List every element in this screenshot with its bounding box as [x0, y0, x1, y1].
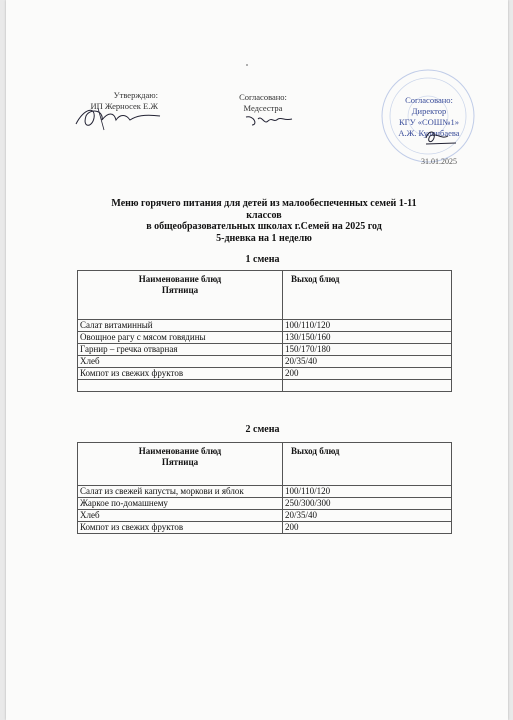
dish-cell — [78, 380, 283, 392]
yield-cell: 20/35/40 — [283, 510, 452, 522]
yield-cell: 150/170/180 — [283, 344, 452, 356]
dish-header-label: Наименование блюд — [138, 274, 222, 284]
scan-dot — [246, 64, 248, 66]
table-header-row — [78, 271, 452, 320]
yield-cell: 200 — [283, 368, 452, 380]
approval-left-name: ИП Жерносек Е.Ж — [90, 101, 158, 111]
approval-left-heading: Утверждаю: — [113, 90, 158, 100]
dish-column-header — [78, 443, 283, 486]
table-row-empty — [78, 380, 452, 392]
approval-block-middle — [220, 92, 306, 114]
document-page — [6, 0, 508, 720]
day-header-label: Пятница — [161, 457, 199, 467]
yield-cell: 100/110/120 — [283, 320, 452, 332]
table-row — [78, 320, 452, 332]
dish-cell: Жаркое по-домашнему — [78, 498, 283, 510]
yield-cell: 250/300/300 — [283, 498, 452, 510]
dish-cell: Хлеб — [78, 356, 283, 368]
dish-header-label: Наименование блюд — [138, 446, 222, 456]
yield-cell — [283, 380, 452, 392]
signature-middle-icon — [244, 113, 294, 129]
table-row — [78, 332, 452, 344]
day-header-label: Пятница — [161, 285, 199, 295]
yield-cell: 200 — [283, 522, 452, 534]
title-line-1: Меню горячего питания для детей из малообеспеченных семей 1-11 — [111, 198, 417, 209]
table-row — [78, 510, 452, 522]
signature-left-icon — [74, 104, 162, 132]
approval-right-heading: Согласовано: — [405, 95, 453, 105]
approval-middle-title: Медсестра — [243, 103, 283, 113]
table-row — [78, 356, 452, 368]
shift-2-title: 2 смена — [245, 424, 280, 435]
menu-title — [78, 198, 450, 244]
shift-1-menu-table — [77, 270, 452, 392]
table-row — [78, 344, 452, 356]
title-line-4: 5-дневка на 1 неделю — [216, 232, 312, 244]
table-row — [78, 498, 452, 510]
yield-column-header: Выход блюд — [283, 271, 452, 320]
dish-cell: Салат из свежей капусты, моркови и яблок — [78, 486, 283, 498]
yield-cell: 100/110/120 — [283, 486, 452, 498]
yield-column-header: Выход блюд — [283, 443, 452, 486]
approval-right-title: Директор — [411, 106, 447, 116]
title-line-3: в общеобразовательных школах г.Семей на 2025 год — [146, 221, 382, 232]
dish-cell: Салат витаминный — [78, 320, 283, 332]
dish-column-header — [78, 271, 283, 320]
dish-cell: Овощное рагу с мясом говядины — [78, 332, 283, 344]
table-row — [78, 522, 452, 534]
approval-right-name: А.Ж. Куленбаева — [398, 128, 460, 138]
approval-middle-heading: Согласовано: — [239, 92, 287, 102]
approval-right-school: КГУ «СОШ№1» — [399, 117, 459, 127]
shift-2-menu-table — [77, 442, 452, 534]
dish-cell: Хлеб — [78, 510, 283, 522]
dish-cell: Компот из свежих фруктов — [78, 522, 283, 534]
table-row — [78, 486, 452, 498]
yield-cell: 130/150/160 — [283, 332, 452, 344]
dish-cell: Компот из свежих фруктов — [78, 368, 283, 380]
yield-cell: 20/35/40 — [283, 356, 452, 368]
shift-1-title: 1 смена — [245, 254, 280, 265]
table-row — [78, 368, 452, 380]
title-line-2: классов — [246, 209, 282, 221]
dish-cell: Гарнир – гречка отварная — [78, 344, 283, 356]
signature-right-icon — [422, 128, 458, 148]
document-date: 31.01.2025 — [421, 157, 457, 166]
table-header-row — [78, 443, 452, 486]
